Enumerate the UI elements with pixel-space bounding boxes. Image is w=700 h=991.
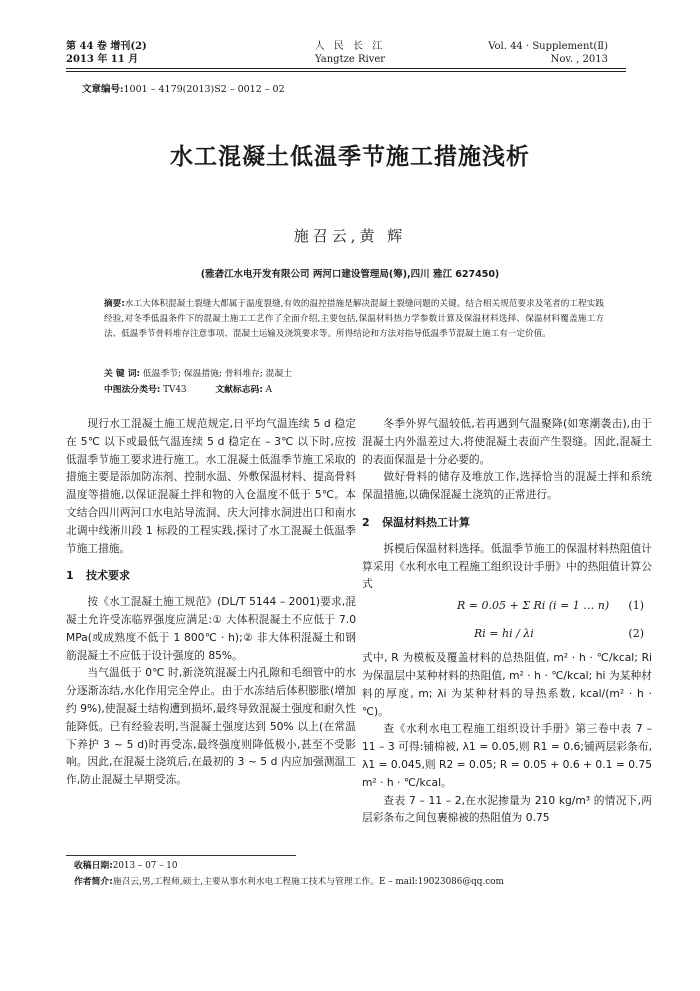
paper-title: 水工混凝土低温季节施工措施浅析 <box>170 144 530 170</box>
equation-2 <box>362 621 652 649</box>
keywords <box>104 367 292 381</box>
section-2-paragraph-1: 拆模后保温材料选择。低温季节施工的保温材料热阻值计算采用《水利水电工程施工组织设计手册》中的热阻值计算公式 <box>362 541 652 591</box>
header-rule-bottom <box>66 71 626 72</box>
keywords-text: 低温季节; 保温措施; 骨料堆存; 混凝土 <box>142 369 293 379</box>
author-bio-text: 施召云,男,工程师,硕士,主要从事水利水电工程施工技术与管理工作。E – mail:19023086@qq.com <box>112 877 504 887</box>
right-paragraph-1: 冬季外界气温较低,若再遇到气温聚降(如寒潮袭击),由于混凝土内外温差过大,将使混凝土表面产生裂缝。因此,混凝土的表面保温是十分必要的。 <box>362 417 652 466</box>
section-2-title: 保温材料热工计算 <box>382 515 470 529</box>
received-date <box>74 860 177 873</box>
doc-code-label: 文献标志码: <box>215 385 263 395</box>
right-column <box>362 415 652 827</box>
author-bio <box>74 876 634 889</box>
classification <box>104 383 272 397</box>
journal-volume: 第 44 卷 增刊(2) <box>66 41 147 52</box>
equation-2-body: Ri = hi / λi <box>474 627 534 641</box>
keywords-label: 关 键 词: <box>104 369 141 379</box>
paper-authors: 施召云,黄 辉 <box>293 227 407 245</box>
equation-1 <box>362 593 652 621</box>
section-2-paragraph-3: 查表 7 – 11 – 2,在水泥掺量为 210 kg/m³ 的情况下,两层彩条布之间包裹棉被的热阻值为 0.75 <box>362 793 652 825</box>
journal-issue-en <box>488 40 608 66</box>
section-1-paragraph-2: 当气温低于 0℃ 时,新浇筑混凝土内孔隙和毛细管中的水分逐渐冻结,水化作用完全停止。由于水冻结后体积膨胀(增加约 9%),使混凝土结构遭到损坏,最终导致混凝土强度和耐久性能降低。已有经验表明,当混凝土强度达到 50% 以上(在常温下养护 3 ~ 5 d)时再受冻,最终强度则降低极小,甚至不受影响。因此,在混凝土浇筑后,在最初的 3 ~ 5 d 内应加强测温工作,防止混凝土早期受冻。 <box>66 666 356 787</box>
abstract-text: 水工大体积混凝土裂缝大都属于温度裂缝,有效的温控措施是解决混凝土裂缝问题的关键。结合相关规范要求及笔者的工程实践经验,对冬季低温条件下的混凝土施工工艺作了全面介绍,主要包括,保温材料热力学参数计算及保温材料选择、保温材料覆盖施工方法、低温季节骨料堆存注意事项、混凝土运输及浇筑要求等。所得结论和方法对指导低温季节混凝土施工有一定价值。 <box>104 299 605 339</box>
footnote-rule <box>66 855 296 856</box>
section-2-number: 2 <box>362 515 370 529</box>
doc-code-value: A <box>265 385 272 395</box>
article-number <box>82 81 285 95</box>
journal-date-en: Nov. , 2013 <box>550 54 608 65</box>
author-bio-label: 作者简介: <box>74 877 113 887</box>
equation-2-number: (2) <box>628 627 644 641</box>
header-rule-top <box>66 68 626 69</box>
author-affiliation: (雅砻江水电开发有限公司 两河口建设管理局(筹),四川 雅江 627450) <box>200 269 500 280</box>
clc-value: TV43 <box>163 385 187 395</box>
journal-name-en: Yangtze River <box>314 54 386 65</box>
received-label: 收稿日期: <box>74 861 113 871</box>
equation-1-number: (1) <box>628 599 644 613</box>
journal-volume-en: Vol. 44 · Supplement(Ⅱ) <box>488 41 608 52</box>
left-column <box>66 415 356 789</box>
abstract <box>104 297 604 342</box>
equation-1-body: R = 0.05 + Σ Ri (i = 1 … n) <box>457 599 610 613</box>
section-1-number: 1 <box>66 569 74 583</box>
section-2-paragraph-2: 查《水利水电工程施工组织设计手册》第三卷中表 7 – 11 – 3 可得:铺棉被, λ1 = 0.05,则 R1 = 0.6;铺两层彩条布, λ1 = 0.045,则 R2 = 0.05; R = 0.05 + 0.6 + 0.1 = 0.75 m² · h · ℃/kcal。 <box>362 722 652 789</box>
section-2-heading <box>362 514 652 532</box>
journal-name-cn: 人 民 长 江 <box>314 41 386 52</box>
article-number-value: 1001 – 4179(2013)S2 – 0012 – 02 <box>123 84 285 95</box>
equation-explanation: 式中, R 为模板及覆盖材料的总热阻值, m² · h · ℃/kcal; Ri 为保温层中某种材料的热阻值, m² · h · ℃/kcal; hi 为某种材料的厚度, m; λi 为某种材料的导热系数, kcal/(m² · h · ℃)。 <box>362 651 652 718</box>
abstract-label: 摘要: <box>104 299 125 309</box>
journal-date: 2013 年 11 月 <box>66 54 139 65</box>
intro-paragraph: 现行水工混凝土施工规范规定,日平均气温连续 5 d 稳定在 5℃ 以下或最低气温连续 5 d 稳定在 – 3℃ 以下时,应按低温季节施工要求进行施工。水工混凝土低温季节施工采取的措施主要是添加防冻剂、控制水温、外敷保温材料、提高骨料温度等措施,以保证混凝土拌和物的入仓温度不低于 5℃。本文结合四川两河口水电站导流洞、庆大河排水洞进出口和南水北调中线淅川段 1 标段的工程实践,探讨了水工混凝土低温季节施工措施。 <box>66 417 356 555</box>
article-number-label: 文章编号: <box>82 84 124 95</box>
section-1-paragraph-1: 按《水工混凝土施工规范》(DL/T 5144 – 2001)要求,混凝土允许受冻临界强度应满足:① 大体积混凝土不应低于 7.0 MPa(或成熟度不低于 1 800℃ · h);② 非大体积混凝土和钢筋混凝土不应低于设计强度的 85%。 <box>66 595 356 662</box>
clc-label: 中图法分类号: <box>104 385 161 395</box>
right-paragraph-2: 做好骨料的储存及堆放工作,选择恰当的混凝土拌和系统保温措施,以确保混凝土浇筑的正常进行。 <box>362 470 652 502</box>
received-value: 2013 – 07 – 10 <box>112 861 178 871</box>
section-1-title: 技术要求 <box>86 569 130 583</box>
section-1-heading <box>66 567 356 585</box>
